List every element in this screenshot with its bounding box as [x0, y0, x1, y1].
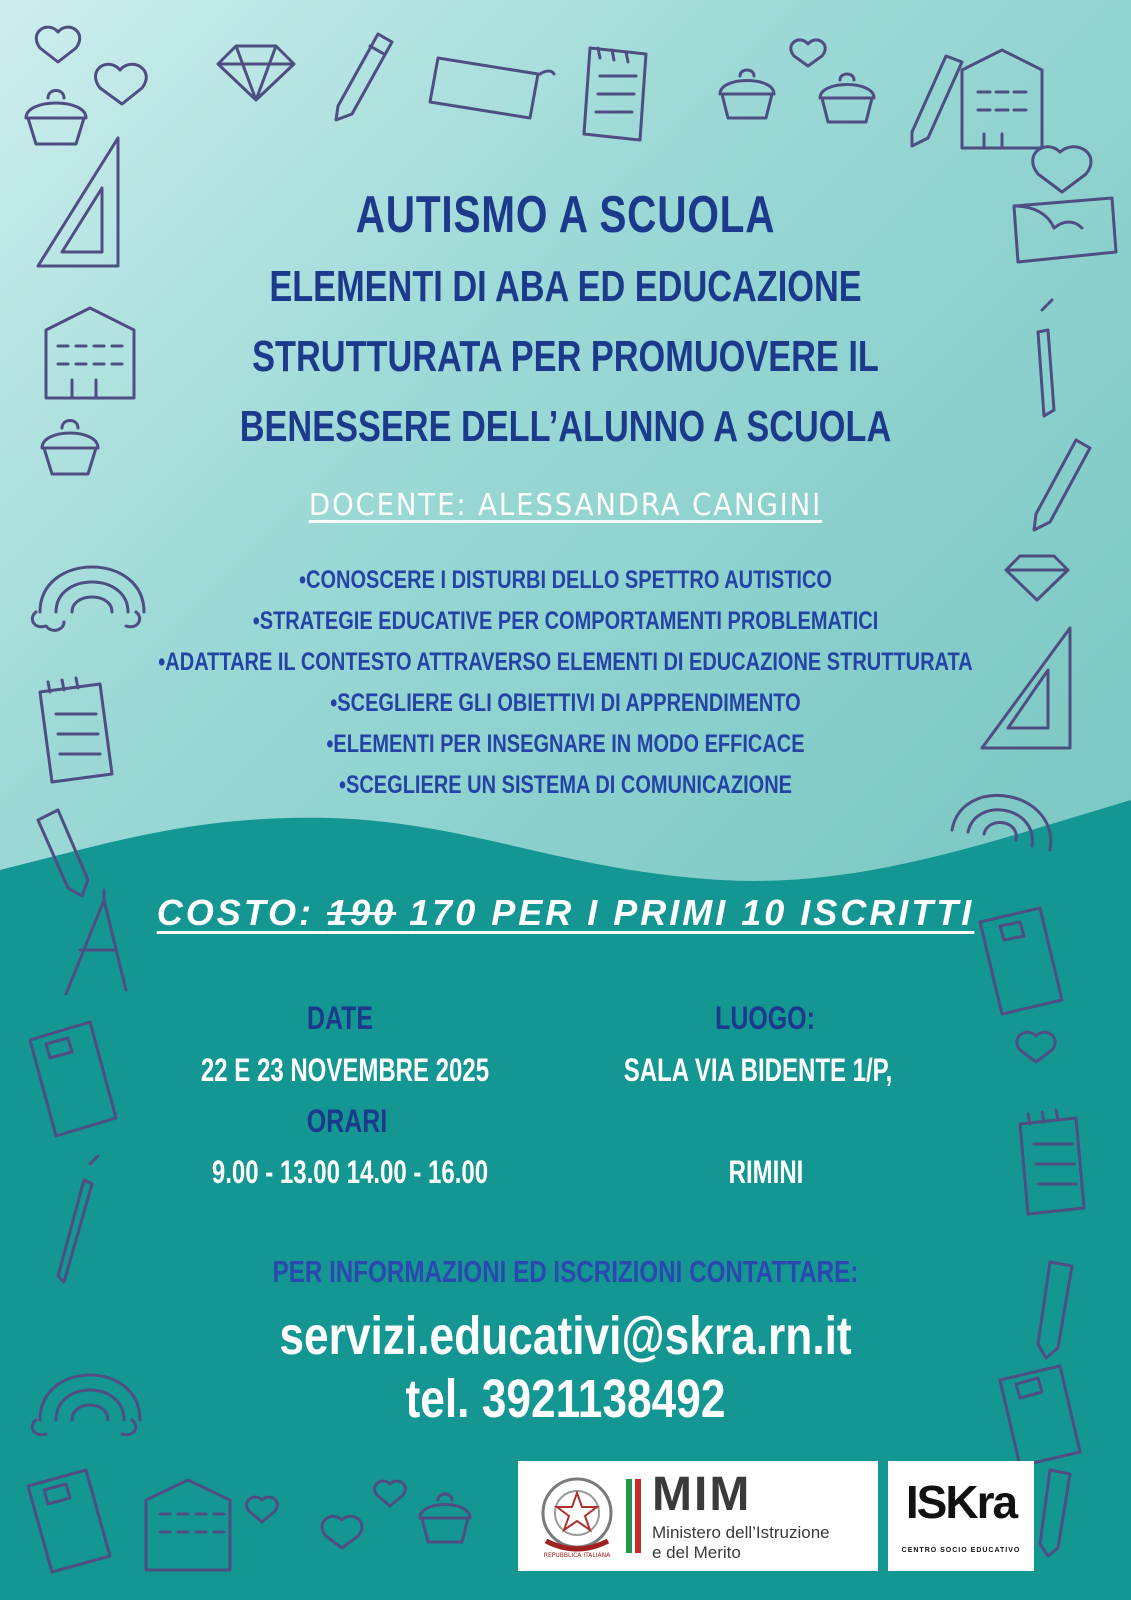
subtitle-line: ELEMENTI DI ABA ED EDUCAZIONE [269, 262, 862, 311]
teacher-name: DOCENTE: ALESSANDRA CANGINI [308, 488, 823, 523]
flag-green-bar [626, 1479, 632, 1553]
cost-old-price: 190 [327, 892, 397, 933]
pencil-icon [38, 810, 88, 896]
cupcake-icon [26, 91, 86, 145]
pencil-case-icon [430, 58, 554, 118]
place-line1: SALA VIA BIDENTE 1/P, [623, 1052, 893, 1088]
pencil-icon [912, 56, 962, 146]
cost-label: COSTO: [156, 892, 315, 933]
paintbrush-icon [58, 1156, 98, 1282]
pencil-icon [1038, 1262, 1072, 1358]
heart-icon [375, 1481, 406, 1506]
mim-logo [518, 1461, 878, 1571]
rainbow-icon [952, 795, 1051, 850]
seal-text: REPUBBLICA ITALIANA [543, 1552, 611, 1559]
heart-icon [322, 1516, 362, 1548]
pencil-icon [336, 34, 392, 120]
place-line2: RIMINI [728, 1154, 804, 1190]
heart-icon [36, 27, 79, 62]
paintbrush-icon [1038, 300, 1054, 416]
title: AUTISMO A SCUOLA [355, 186, 776, 244]
dates-label: DATE [306, 1000, 374, 1036]
flag-red-bar [635, 1479, 641, 1553]
heart-icon [1033, 147, 1091, 192]
mim-acronym: MIM [652, 1468, 752, 1521]
cost-line [0, 892, 1131, 934]
school-icon [962, 50, 1042, 148]
ruler-triangle-icon [38, 138, 118, 266]
topic-item: •SCEGLIERE GLI OBIETTIVI DI APPRENDIMENTO [330, 689, 801, 717]
cupcake-icon [820, 74, 874, 122]
topic-item: •STRATEGIE EDUCATIVE PER COMPORTAMENTI PROBLEMATICI [252, 607, 879, 635]
contact-intro: PER INFORMAZIONI ED ISCRIZIONI CONTATTARE: [272, 1254, 859, 1289]
notebook-icon [30, 1022, 116, 1136]
pencil-case-icon [1014, 198, 1116, 262]
cupcake-icon [420, 1494, 470, 1542]
cost-text [157, 892, 975, 933]
notepad-icon [584, 48, 646, 140]
notebook-icon [28, 1470, 110, 1572]
dates-value: 22 E 23 NOVEMBRE 2025 [200, 1052, 490, 1088]
hours-label: ORARI [306, 1103, 388, 1139]
cupcake-icon [720, 70, 774, 118]
contact-email[interactable]: servizi.educativi@skra.rn.it [279, 1306, 852, 1366]
pencil-icon [1040, 1470, 1070, 1556]
topic-item: •ADATTARE IL CONTESTO ATTRAVERSO ELEMENTI DI EDUCAZIONE STRUTTURATA [158, 648, 973, 676]
cost-new-price: 170 PER I PRIMI 10 ISCRITTI [409, 892, 975, 933]
iskra-name: ISKra [905, 1476, 1017, 1528]
school-icon [46, 308, 134, 398]
iskra-tagline: CENTRO SOCIO EDUCATIVO [901, 1547, 1021, 1554]
diamond-icon [218, 46, 294, 100]
hours-value: 9.00 - 13.00 14.00 - 16.00 [211, 1154, 489, 1190]
heart-icon [1017, 1032, 1055, 1062]
italian-emblem-icon [532, 1471, 622, 1561]
notepad-icon [1020, 1110, 1084, 1214]
contact-phone[interactable]: tel. 3921138492 [405, 1369, 726, 1429]
topic-item: •ELEMENTI PER INSEGNARE IN MODO EFFICACE [326, 730, 805, 758]
notepad-icon [40, 678, 112, 782]
mim-line2: e del Merito [652, 1543, 741, 1562]
subtitle-line: STRUTTURATA PER PROMUOVERE IL [252, 332, 879, 381]
topic-item: •SCEGLIERE UN SISTEMA DI COMUNICAZIONE [339, 771, 792, 799]
subtitle-line: BENESSERE DELL’ALUNNO A SCUOLA [239, 402, 892, 451]
mim-line1: Ministero dell’Istruzione [652, 1523, 830, 1542]
school-icon [146, 1480, 230, 1570]
topic-item: •CONOSCERE I DISTURBI DELLO SPETTRO AUTISTICO [299, 566, 832, 594]
iskra-logo [888, 1461, 1034, 1571]
heart-icon [247, 1497, 278, 1522]
heart-icon [791, 40, 825, 66]
heart-icon [95, 64, 146, 104]
cupcake-icon [42, 421, 98, 475]
place-label: LUOGO: [715, 1000, 815, 1036]
